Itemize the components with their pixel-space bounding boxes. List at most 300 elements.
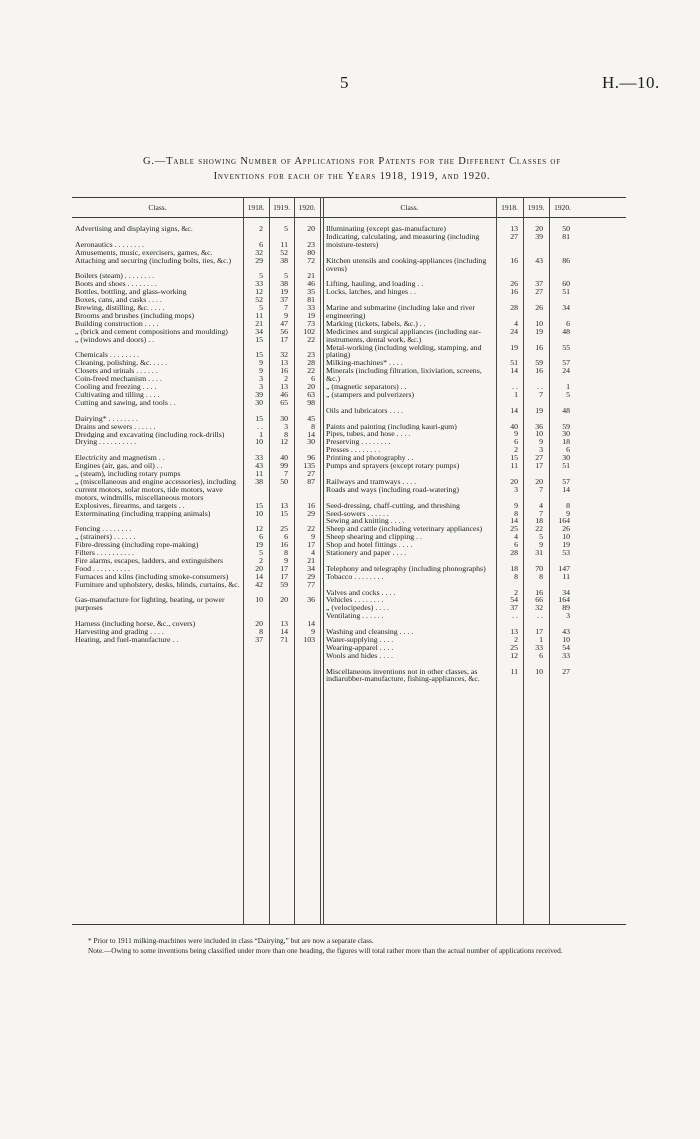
class-name: Stationery and paper . . . .	[326, 549, 407, 557]
value-1918: 5	[259, 271, 263, 281]
value-1920: 55	[562, 342, 570, 352]
class-name: Washing and cleansing . . . .	[326, 628, 414, 636]
class-name: Cutting and sawing, and tools . .	[75, 398, 176, 407]
value-1919: 14	[280, 627, 288, 637]
row-spacer	[323, 494, 570, 502]
value-1920: 9	[566, 508, 570, 518]
class-name: Aeronautics . . . . . . . .	[75, 240, 144, 249]
row-spacer	[323, 581, 570, 589]
value-1918: 14	[255, 571, 263, 581]
table-row	[72, 288, 315, 296]
value-1919: 6	[539, 650, 543, 660]
value-1919: 46	[280, 389, 288, 399]
class-name: Drying . . . . . . . . . .	[75, 438, 137, 447]
class-name: Railways and tramways . . . .	[326, 477, 417, 486]
value-1919: 32	[535, 603, 543, 613]
class-name: „ (miscellaneous and engine accessories), including current motors, solar motors, tide motors, wave motors, windmills, miscellaneous motors	[75, 477, 237, 502]
class-name: Indicating, calculating, and measuring (including moisture-testers)	[326, 232, 480, 249]
table-row	[72, 280, 315, 288]
value-1918: 20	[255, 619, 263, 629]
class-name: Seed-dressing, chaff-cutting, and threshing	[326, 501, 460, 510]
value-1919: 17	[280, 571, 288, 581]
value-1920: 28	[307, 358, 315, 368]
value-1919: 10	[535, 666, 543, 676]
table-row	[72, 533, 315, 541]
row-spacer	[72, 233, 315, 241]
value-1920: 29	[307, 508, 315, 518]
value-1920: 80	[307, 247, 315, 257]
value-1920: 45	[307, 413, 315, 423]
value-1918: 13	[510, 224, 518, 233]
value-1918: 14	[510, 405, 518, 415]
value-1920: 135	[303, 461, 315, 471]
value-1918: 9	[259, 358, 263, 368]
value-1918: 4	[514, 532, 518, 542]
value-1920: 9	[311, 627, 315, 637]
value-1919: 13	[280, 500, 288, 510]
value-1918: 3	[259, 374, 263, 384]
class-name: Gas-manufacture for lighting, heating, or power purposes	[75, 596, 225, 613]
value-1919: . .	[537, 611, 543, 621]
table-row	[323, 612, 570, 620]
class-name: Filters . . . . . . . . . .	[75, 549, 134, 557]
class-name: Ventilating . . . . . .	[326, 612, 384, 621]
value-1918: . .	[257, 421, 263, 431]
table-row	[72, 375, 315, 383]
value-1920: 147	[558, 563, 570, 573]
value-1918: 33	[255, 453, 263, 463]
table-row	[323, 644, 570, 652]
class-name: Drains and sewers . . . . . .	[75, 422, 156, 431]
value-1920: 30	[307, 437, 315, 447]
value-1918: 21	[255, 318, 263, 328]
value-1919: 37	[280, 295, 288, 305]
value-1920: 53	[562, 548, 570, 558]
class-name: „ (windows and doors) . .	[75, 335, 155, 344]
header-rule	[72, 217, 626, 218]
value-1920: 103	[303, 635, 315, 644]
value-1919: 70	[535, 563, 543, 573]
value-1918: 15	[255, 413, 263, 423]
value-1918: 24	[510, 326, 518, 336]
value-1919: 39	[535, 231, 543, 241]
value-1919: 8	[284, 429, 288, 439]
value-1920: 19	[562, 540, 570, 550]
value-1918: 28	[510, 303, 518, 313]
value-1920: 50	[562, 224, 570, 233]
header-class-left: Class.	[148, 203, 167, 212]
value-1918: 1	[259, 429, 263, 439]
footnotes	[72, 936, 630, 955]
class-name: Fencing . . . . . . . .	[75, 525, 132, 534]
footnote-note: Note.—Owing to some inventions being classified under more than one heading, the figures will total rather more than the actual number of applications received.	[88, 945, 563, 955]
class-name: Building construction . . . .	[75, 319, 159, 328]
value-1918: 54	[510, 595, 518, 605]
table-row	[72, 462, 315, 470]
value-1918: . .	[512, 611, 518, 621]
value-1919: 71	[280, 635, 288, 644]
table-row	[323, 423, 570, 431]
table-row	[72, 336, 315, 344]
value-1919: 19	[280, 287, 288, 297]
row-spacer	[72, 344, 315, 352]
value-1920: 17	[307, 540, 315, 550]
value-1920: 34	[562, 587, 570, 597]
table-row	[323, 636, 570, 644]
table-row	[72, 573, 315, 581]
value-1919: 20	[535, 476, 543, 486]
value-1919: 1	[539, 634, 543, 644]
class-name: Coin-freed mechanism . . . .	[75, 375, 162, 384]
value-1919: 27	[535, 287, 543, 297]
value-1920: 24	[562, 366, 570, 376]
value-1919: 7	[284, 469, 288, 479]
class-name: Chemicals . . . . . . . .	[75, 351, 140, 360]
table-row	[323, 280, 570, 288]
value-1919: 47	[280, 318, 288, 328]
value-1920: 22	[307, 334, 315, 344]
table-row	[72, 438, 315, 446]
row-spacer	[72, 407, 315, 415]
table-row	[72, 636, 315, 644]
value-1920: 1	[566, 382, 570, 392]
value-1919: 7	[539, 484, 543, 494]
table-row	[72, 391, 315, 399]
class-name: Fibre-dressing (including rope-making)	[75, 541, 199, 550]
value-1919: 65	[280, 397, 288, 407]
value-1919: 7	[539, 389, 543, 399]
row-spacer	[323, 249, 570, 257]
title-line-1: G.—Table showing Number of Applications for Patents for the Different Classes of	[143, 156, 561, 167]
table-row	[72, 320, 315, 328]
class-name: Furnaces and kilns (including smoke-consumers)	[75, 572, 229, 581]
value-1918: 12	[255, 287, 263, 297]
value-1919: 20	[535, 224, 543, 233]
class-name: Bottles, bottling, and glass-working	[75, 288, 187, 297]
value-1920: 19	[307, 310, 315, 320]
value-1918: 37	[255, 635, 263, 644]
class-name: „ (magnetic separators) . .	[326, 383, 407, 391]
value-1920: 46	[307, 279, 315, 289]
value-1920: 51	[562, 461, 570, 471]
class-name: Miscellaneous inventions not in other classes, as indiarubber-manufacture, fishing-appliances, &c.	[326, 667, 480, 684]
value-1919: 10	[535, 429, 543, 439]
table-row	[323, 344, 570, 360]
value-1918: 11	[255, 310, 263, 320]
value-1919: 5	[284, 224, 288, 233]
value-1918: 8	[514, 508, 518, 518]
class-name: Dairying* . . . . . . . .	[75, 414, 138, 423]
value-1920: 23	[307, 350, 315, 360]
value-1920: 20	[307, 382, 315, 392]
value-1918: 15	[255, 350, 263, 360]
class-name: Amusements, music, exercisers, games, &c.	[75, 248, 213, 257]
value-1918: 19	[510, 342, 518, 352]
value-1918: 39	[255, 389, 263, 399]
table-row	[72, 367, 315, 375]
table-row	[323, 596, 570, 604]
value-1920: 5	[566, 389, 570, 399]
row-spacer	[72, 446, 315, 454]
value-1919: 3	[539, 445, 543, 455]
value-1920: 164	[558, 595, 570, 605]
class-name: Pipes, tubes, and hose . . . .	[326, 430, 411, 439]
patents-table	[72, 197, 626, 925]
value-1918: 29	[255, 255, 263, 265]
value-1920: 98	[307, 397, 315, 407]
class-name: „ (stampers and pulverizers)	[326, 390, 415, 399]
row-spacer	[323, 415, 570, 423]
row-spacer	[323, 470, 570, 478]
value-1920: 35	[307, 287, 315, 297]
value-1919: 12	[280, 437, 288, 447]
table-row	[72, 225, 315, 233]
row-spacer	[323, 296, 570, 304]
table-row	[72, 557, 315, 565]
value-1918: 25	[510, 642, 518, 652]
class-name: Roads and ways (including road-watering)	[326, 485, 459, 494]
value-1919: 59	[280, 579, 288, 589]
table-row	[72, 415, 315, 423]
value-1920: 81	[307, 295, 315, 305]
value-1918: 25	[510, 524, 518, 534]
value-1919: 16	[280, 366, 288, 376]
value-1919: 5	[539, 532, 543, 542]
table-row	[323, 454, 570, 462]
table-row	[72, 241, 315, 249]
value-1919: 66	[535, 595, 543, 605]
value-1918: 6	[259, 532, 263, 542]
table-row	[72, 478, 315, 502]
class-name: Electricity and magnetism . .	[75, 454, 165, 463]
table-row	[323, 328, 570, 344]
class-name: Advertising and displaying signs, &c.	[75, 225, 193, 233]
class-name: „ (velocipedes) . . . .	[326, 604, 389, 613]
value-1920: 21	[307, 271, 315, 281]
table-row	[323, 391, 570, 399]
value-1918: 15	[510, 453, 518, 463]
table-row	[323, 288, 570, 296]
class-name: Harness (including horse, &c., covers)	[75, 620, 196, 629]
class-name: Minerals (including filtration, lixiviation, screens, &c.)	[326, 367, 482, 384]
value-1918: 9	[514, 500, 518, 510]
value-1920: 43	[562, 627, 570, 637]
class-name: Sheep and cattle (including veterinary appliances)	[326, 525, 483, 534]
class-name: „ (steam), including rotary pumps	[75, 470, 181, 478]
table-row	[72, 510, 315, 518]
table-row	[323, 367, 570, 383]
table-row	[323, 549, 570, 557]
row-spacer	[323, 272, 570, 280]
value-1920: 29	[307, 571, 315, 581]
value-1919: 9	[284, 310, 288, 320]
value-1919: 16	[535, 587, 543, 597]
value-1918: 6	[514, 540, 518, 550]
value-1920: 73	[307, 318, 315, 328]
value-1919: 20	[280, 595, 288, 605]
value-1918: 14	[510, 366, 518, 376]
value-1918: 19	[255, 540, 263, 550]
value-1919: 7	[284, 303, 288, 313]
value-1918: 8	[514, 571, 518, 581]
value-1918: 18	[510, 563, 518, 573]
value-1920: 22	[307, 366, 315, 376]
value-1919: 36	[535, 421, 543, 431]
header-1920-right: 1920.	[554, 203, 571, 212]
value-1919: 18	[535, 516, 543, 526]
value-1918: 42	[255, 579, 263, 589]
value-1918: 33	[255, 279, 263, 289]
value-1919: 9	[284, 555, 288, 565]
value-1920: 26	[562, 524, 570, 534]
value-1918: . .	[512, 382, 518, 392]
value-1920: 34	[307, 563, 315, 573]
table-row	[72, 581, 315, 589]
row-spacer	[72, 589, 315, 597]
value-1919: 13	[280, 358, 288, 368]
value-1920: 16	[307, 500, 315, 510]
value-1920: 33	[562, 650, 570, 660]
value-1919: 38	[280, 279, 288, 289]
value-1920: 6	[566, 318, 570, 328]
class-name: Sewing and knitting . . . .	[326, 517, 405, 526]
table-row	[72, 628, 315, 636]
class-name: „ (strainers) . . . . . .	[75, 533, 136, 542]
value-1920: 22	[307, 524, 315, 534]
value-1918: 5	[259, 303, 263, 313]
table-row	[72, 296, 315, 304]
value-1918: 20	[510, 476, 518, 486]
value-1920: 3	[566, 611, 570, 621]
class-name: Cultivating and tilling . . . .	[75, 390, 160, 399]
value-1918: 12	[255, 524, 263, 534]
table-row	[323, 478, 570, 486]
table-row	[72, 272, 315, 280]
value-1920: 57	[562, 358, 570, 368]
table-row	[72, 549, 315, 557]
value-1920: 102	[303, 326, 315, 336]
value-1920: 10	[562, 532, 570, 542]
class-name: Dredging and excavating (including rock-drills)	[75, 430, 225, 439]
value-1919: 33	[535, 642, 543, 652]
value-1919: 13	[280, 382, 288, 392]
value-1920: 34	[562, 303, 570, 313]
value-1919: 4	[539, 500, 543, 510]
class-name: Tobacco . . . . . . . .	[326, 572, 384, 581]
class-name: Marine and submarine (including lake and river engineering)	[326, 304, 475, 320]
value-1920: 11	[562, 571, 570, 581]
class-name: Milking-machines* . . . .	[326, 359, 403, 368]
row-spacer	[323, 620, 570, 628]
class-name: Water-supplying . . . .	[326, 635, 394, 644]
value-1920: 6	[566, 445, 570, 455]
value-1920: 10	[562, 634, 570, 644]
header-1920-left: 1920.	[298, 203, 316, 212]
table-row	[323, 446, 570, 454]
table-row	[323, 573, 570, 581]
value-1918: 2	[259, 224, 263, 233]
table-row	[323, 541, 570, 549]
value-1918: 11	[510, 666, 518, 676]
value-1918: 20	[255, 563, 263, 573]
value-1918: 16	[510, 287, 518, 297]
value-1918: 34	[255, 326, 263, 336]
table-row	[72, 565, 315, 573]
value-1919: 17	[280, 334, 288, 344]
value-1919: 19	[535, 405, 543, 415]
value-1918: 2	[259, 555, 263, 565]
value-1918: 37	[510, 603, 518, 613]
value-1919: 43	[535, 255, 543, 265]
table-row	[323, 502, 570, 510]
value-1918: 10	[255, 595, 263, 605]
value-1919: 15	[280, 508, 288, 518]
table-row	[323, 652, 570, 660]
table-row	[323, 430, 570, 438]
value-1918: 12	[510, 650, 518, 660]
table-row	[323, 565, 570, 573]
class-name: Boilers (steam) . . . . . . . .	[75, 272, 155, 281]
value-1920: 86	[562, 255, 570, 265]
class-name: Printing and photography . .	[326, 454, 414, 463]
value-1919: 32	[280, 350, 288, 360]
table-row	[72, 423, 315, 431]
value-1919: 56	[280, 326, 288, 336]
value-1918: 52	[255, 295, 263, 305]
value-1918: 15	[255, 334, 263, 344]
table-row	[323, 462, 570, 470]
value-1919: 99	[280, 461, 288, 471]
value-1918: 32	[255, 247, 263, 257]
row-spacer	[323, 399, 570, 407]
class-name: Preserving . . . . . . . .	[326, 438, 391, 447]
value-1918: 2	[514, 445, 518, 455]
value-1920: 14	[307, 619, 315, 629]
value-1919: 9	[539, 437, 543, 447]
value-1918: 30	[255, 397, 263, 407]
class-name: Boots and shoes . . . . . . . .	[75, 280, 157, 289]
row-spacer	[72, 517, 315, 525]
value-1920: 59	[562, 421, 570, 431]
value-1918: 15	[255, 500, 263, 510]
class-name: Attaching and securing (including bolts, ties, &c.)	[75, 256, 232, 265]
value-1920: 8	[311, 421, 315, 431]
table-row	[323, 359, 570, 367]
header-class-right: Class.	[400, 203, 419, 212]
value-1919: 40	[280, 453, 288, 463]
table-row	[323, 383, 570, 391]
value-1920: 36	[307, 595, 315, 605]
class-name: Illuminating (except gas-manufacture)	[326, 225, 446, 233]
class-name: Medicines and surgical appliances (including ear-instruments, dental work, &c.)	[326, 327, 481, 344]
value-1919: 22	[535, 524, 543, 534]
table-row	[72, 470, 315, 478]
class-name: Valves and cocks . . . .	[326, 588, 396, 597]
header-1919-left: 1919.	[273, 203, 290, 212]
class-name: Brewing, distilling, &c. . . . .	[75, 304, 165, 312]
left-column-rows	[72, 225, 315, 644]
class-name: Shop and hotel fittings . . . .	[326, 541, 413, 550]
class-name: Explosives, firearms, and targets . .	[75, 501, 185, 510]
value-1920: 96	[307, 453, 315, 463]
value-1919: . .	[537, 382, 543, 392]
value-1919: 59	[535, 358, 543, 368]
value-1918: 1	[514, 389, 518, 399]
value-1918: 13	[510, 627, 518, 637]
table-row	[72, 351, 315, 359]
value-1919: 27	[535, 453, 543, 463]
value-1918: 4	[514, 318, 518, 328]
